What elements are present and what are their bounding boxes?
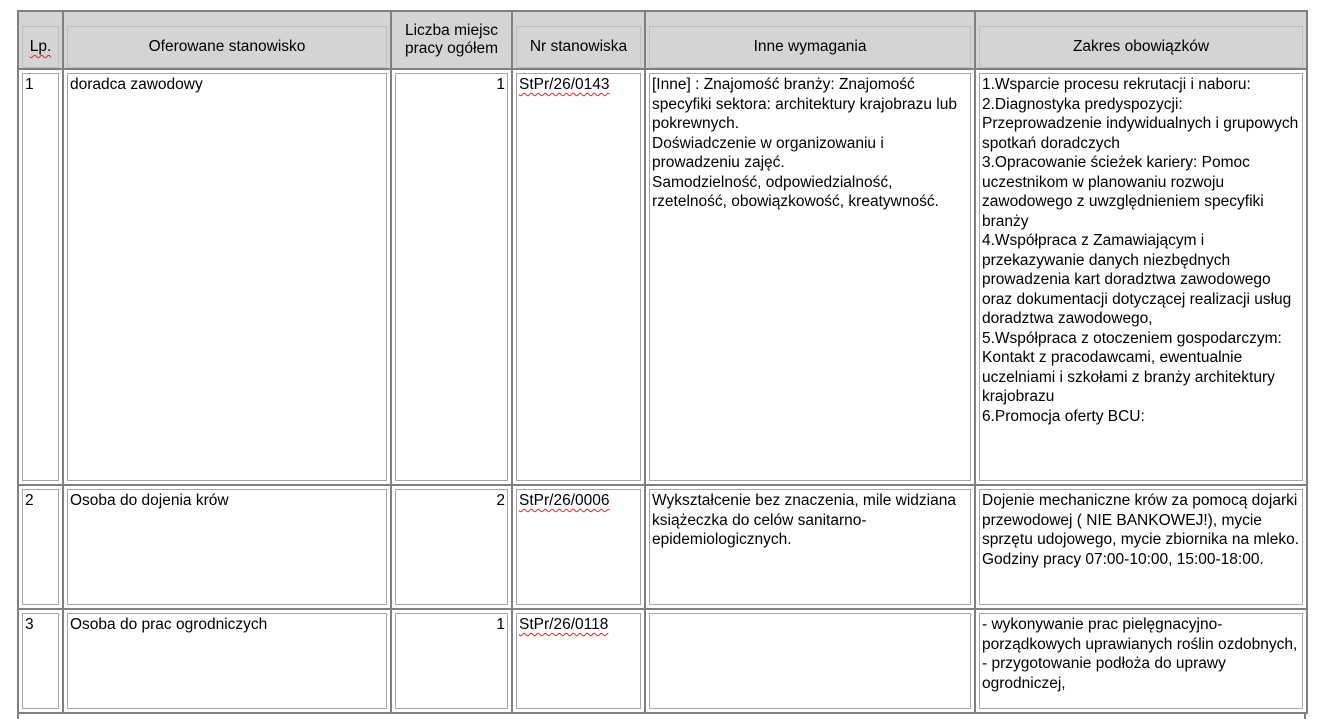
- cell-nr: [513, 486, 646, 610]
- cell-places-text: 2: [395, 489, 508, 605]
- cell-requirements-text: [Inne] : Znajomość branży: Znajomość specyfiki sektora: architektury krajobrazu lub pokrewnych. Doświadczenie w organizowaniu i prowadzeniu zajęć. Samodzielność, odpowiedzialność, rzetelność, obowiązkowość, kreatywność.: [649, 73, 971, 481]
- table-row: [19, 610, 1308, 714]
- cell-places: [392, 610, 513, 714]
- header-places: [392, 12, 513, 70]
- cell-requirements: [646, 610, 976, 714]
- cell-lp-text: 3: [22, 613, 59, 709]
- cell-position-text: Osoba do dojenia krów: [67, 489, 387, 605]
- header-places-label: Liczba miejsc pracy ogółem: [404, 22, 499, 57]
- header-requirements-label: Inne wymagania: [753, 38, 867, 55]
- cell-nr: [513, 70, 646, 486]
- cell-nr-text: StPr/26/0118: [519, 616, 609, 633]
- cell-position: [64, 70, 392, 486]
- cell-position: [64, 486, 392, 610]
- cell-lp-text: 2: [22, 489, 59, 605]
- cell-places: [392, 486, 513, 610]
- cell-nr-text: StPr/26/0006: [519, 492, 610, 509]
- cell-duties: [976, 70, 1308, 486]
- header-duties-label: Zakres obowiązków: [1072, 38, 1210, 55]
- header-nr: [513, 12, 646, 70]
- cell-requirements: [646, 486, 976, 610]
- cell-duties-text: - wykonywanie prac pielęgnacyjno-porządkowych uprawianych roślin ozdobnych, - przygotowanie podłoża do uprawy ogrodniczej,: [979, 613, 1303, 709]
- cell-position-text: doradca zawodowy: [67, 73, 387, 481]
- header-lp-label: Lp.: [29, 38, 52, 55]
- header-position-label: Oferowane stanowisko: [148, 38, 306, 55]
- job-offers-table: [17, 10, 1308, 714]
- cell-nr-text: StPr/26/0143: [519, 76, 610, 93]
- cell-places: [392, 70, 513, 486]
- next-row-continuation: [17, 712, 1306, 719]
- header-lp: [19, 12, 64, 70]
- cell-duties: [976, 486, 1308, 610]
- cell-requirements: [646, 70, 976, 486]
- job-offers-document: [17, 10, 1306, 714]
- cell-places-text: 1: [395, 613, 508, 709]
- cell-position: [64, 610, 392, 714]
- header-nr-label: Nr stanowiska: [529, 38, 628, 55]
- cell-lp: [19, 486, 64, 610]
- header-requirements: [646, 12, 976, 70]
- cell-lp-text: 1: [22, 73, 59, 481]
- cell-lp: [19, 610, 64, 714]
- cell-places-text: 1: [395, 73, 508, 481]
- cell-duties-text: 1.Wsparcie procesu rekrutacji i naboru: 2.Diagnostyka predyspozycji: Przeprowadzenie indywidualnych i grupowych spotkań doradczych 3.Opracowanie ścieżek kariery: Pomoc uczestnikom w planowaniu rozwoju zawodowego z uwzględnieniem specyfiki branży 4.Współpraca z Zamawiającym i przekazywanie danych niezbędnych prowadzenia kart doradztwa zawodowego oraz dokumentacji dotyczącej realizacji usług doradztwa zawodowego, 5.Współpraca z otoczeniem gospodarczym: Kontakt z pracodawcami, ewentualnie uczelniami i szkołami z branży architektury krajobrazu 6.Promocja oferty BCU:: [979, 73, 1303, 481]
- cell-duties-text: Dojenie mechaniczne krów za pomocą dojarki przewodowej ( NIE BANKOWEJ!), mycie sprzętu udojowego, mycie zbiornika na mleko. Godziny pracy 07:00-10:00, 15:00-18:00.: [979, 489, 1303, 605]
- cell-requirements-text: [649, 613, 971, 709]
- table-row: [19, 70, 1308, 486]
- table-row: [19, 486, 1308, 610]
- cell-position-text: Osoba do prac ogrodniczych: [67, 613, 387, 709]
- header-duties: [976, 12, 1308, 70]
- header-position: [64, 12, 392, 70]
- cell-nr: [513, 610, 646, 714]
- cell-duties: [976, 610, 1308, 714]
- cell-requirements-text: Wykształcenie bez znaczenia, mile widziana książeczka do celów sanitarno-epidemiologicznych.: [649, 489, 971, 605]
- table-header-row: [19, 12, 1308, 70]
- cell-lp: [19, 70, 64, 486]
